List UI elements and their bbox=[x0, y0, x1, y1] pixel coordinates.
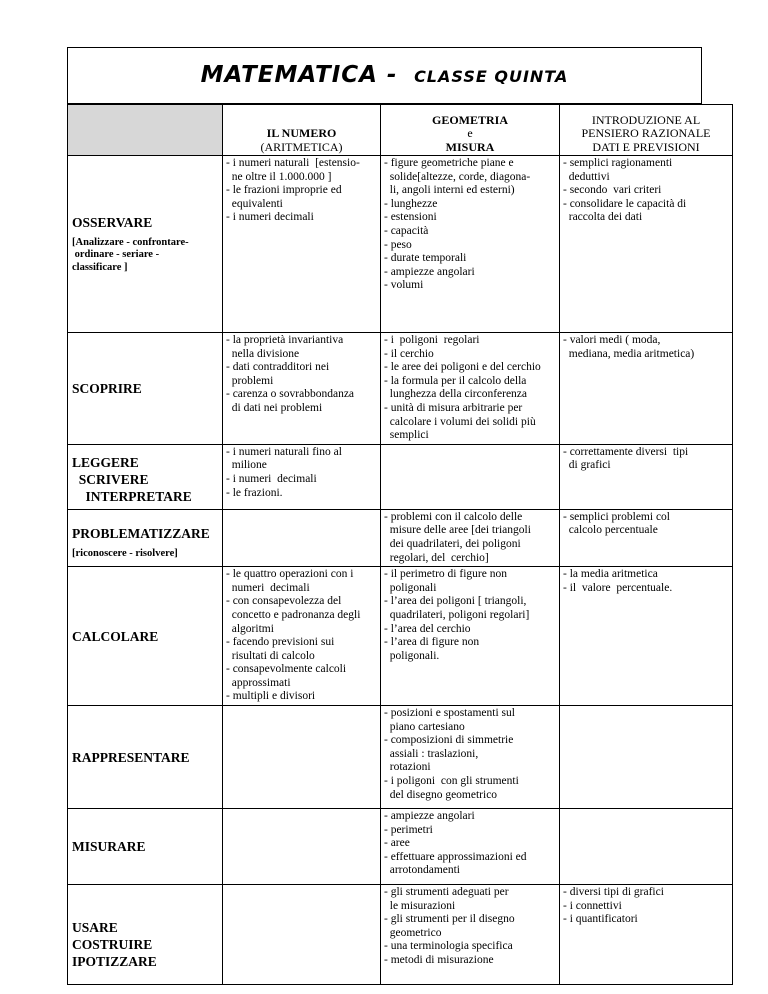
cell-line: - i numeri decimali bbox=[226, 472, 317, 485]
header-geometria bbox=[381, 105, 560, 156]
cell-line: - i numeri decimali bbox=[226, 211, 314, 224]
header-line: INTRODUZIONE AL bbox=[591, 112, 701, 127]
header-dati bbox=[560, 105, 733, 156]
cell-numero bbox=[223, 567, 381, 706]
cell-line: - i numeri naturali [estensio- bbox=[226, 157, 360, 169]
skill-label: OSSERVARE bbox=[72, 214, 153, 230]
table-row bbox=[68, 885, 733, 985]
cell-numero bbox=[223, 706, 381, 809]
cell-lines bbox=[563, 446, 729, 473]
header-line: MISURA bbox=[445, 139, 495, 154]
cell-line: - estensioni bbox=[384, 211, 437, 224]
cell-line: deduttivi bbox=[563, 170, 610, 183]
table-row bbox=[68, 156, 733, 333]
skill-label-cell bbox=[68, 706, 223, 809]
cell-numero bbox=[223, 156, 381, 333]
cell-line: - ampiezze angolari bbox=[384, 265, 475, 278]
cell-line: lunghezza della circonferenza bbox=[384, 388, 528, 401]
skill-label: PROBLEMATIZZARE bbox=[72, 525, 210, 541]
cell-line: le misurazioni bbox=[384, 899, 456, 912]
cell-line: - peso bbox=[384, 238, 412, 251]
cell-line: mediana, media aritmetica) bbox=[563, 347, 695, 360]
cell-line: - con consapevolezza del bbox=[226, 595, 342, 608]
cell-line: - problemi con il calcolo delle bbox=[384, 510, 523, 523]
cell-line: - durate temporali bbox=[384, 252, 467, 265]
cell-line: - la media aritmetica bbox=[563, 568, 658, 581]
skill-label-cell bbox=[68, 567, 223, 706]
cell-line: - aree bbox=[384, 837, 410, 850]
skill-sublabel-line: [Analizzare - confrontare- bbox=[72, 236, 189, 248]
cell-line: - le aree dei poligoni e del cerchio bbox=[384, 361, 541, 374]
cell-dati bbox=[560, 444, 733, 509]
cell-line: milione bbox=[226, 459, 267, 472]
cell-geometria bbox=[381, 156, 560, 333]
cell-geometria bbox=[381, 509, 560, 566]
skill-label: SCRIVERE bbox=[72, 471, 149, 487]
cell-line: - le frazioni improprie ed bbox=[226, 184, 342, 197]
skill-label: COSTRUIRE bbox=[72, 936, 153, 952]
cell-line: - composizioni di simmetrie bbox=[384, 734, 514, 747]
cell-line: - facendo previsioni sui bbox=[226, 636, 335, 649]
cell-line: - i poligoni con gli strumenti bbox=[384, 775, 519, 788]
skill-label-cell bbox=[68, 156, 223, 333]
cell-line: - semplici problemi col bbox=[563, 510, 670, 523]
cell-line: - l’area del cerchio bbox=[384, 622, 471, 635]
cell-lines bbox=[226, 157, 377, 225]
cell-geometria bbox=[381, 567, 560, 706]
header-line: PENSIERO RAZIONALE bbox=[581, 126, 711, 140]
cell-geometria bbox=[381, 444, 560, 509]
cell-line: li, angoli interni ed esterni) bbox=[384, 184, 515, 197]
cell-geometria bbox=[381, 885, 560, 985]
skill-label: RAPPRESENTARE bbox=[72, 749, 190, 765]
skill-label-cell bbox=[68, 333, 223, 445]
cell-line: poligonali. bbox=[384, 649, 440, 662]
cell-lines bbox=[384, 810, 556, 878]
cell-line: - lunghezze bbox=[384, 197, 438, 210]
cell-line: raccolta dei dati bbox=[563, 211, 643, 224]
cell-geometria bbox=[381, 809, 560, 885]
cell-lines bbox=[226, 446, 377, 500]
cell-line: concetto e padronanza degli bbox=[226, 608, 361, 621]
cell-line: - gli strumenti adeguati per bbox=[384, 886, 509, 899]
skill-label: USARE bbox=[72, 919, 118, 935]
header-line: GEOMETRIA bbox=[431, 112, 508, 127]
cell-line: - l’area di figure non bbox=[384, 636, 480, 649]
cell-line: - perimetri bbox=[384, 823, 433, 836]
header-empty bbox=[68, 105, 223, 156]
skill-label: LEGGERE bbox=[72, 454, 139, 470]
skill-sublabel-line: classificare ] bbox=[72, 261, 128, 273]
cell-geometria bbox=[381, 333, 560, 445]
cell-line: risultati di calcolo bbox=[226, 649, 315, 662]
cell-dati bbox=[560, 885, 733, 985]
cell-line: - correttamente diversi tipi bbox=[563, 445, 689, 458]
cell-line: - consapevolmente calcoli bbox=[226, 663, 347, 676]
skill-label: SCOPRIRE bbox=[72, 380, 142, 396]
table-row bbox=[68, 333, 733, 445]
cell-lines bbox=[384, 334, 556, 443]
cell-numero bbox=[223, 333, 381, 445]
table-row bbox=[68, 706, 733, 809]
cell-lines bbox=[384, 157, 556, 293]
skill-sublabel bbox=[72, 548, 219, 561]
cell-line: equivalenti bbox=[226, 197, 283, 210]
table-row bbox=[68, 567, 733, 706]
cell-line: - i poligoni regolari bbox=[384, 334, 480, 346]
cell-line: - capacità bbox=[384, 224, 429, 237]
cell-line: - unità di misura arbitrarie per bbox=[384, 401, 523, 414]
header-row bbox=[68, 105, 733, 156]
cell-line: problemi bbox=[226, 374, 274, 387]
cell-line: - i connettivi bbox=[563, 899, 622, 912]
cell-lines bbox=[226, 568, 377, 704]
cell-line: - secondo vari criteri bbox=[563, 184, 662, 197]
cell-line: algoritmi bbox=[226, 622, 274, 635]
cell-line: - la proprietà invariantiva bbox=[226, 334, 344, 346]
header-line: e bbox=[467, 126, 473, 140]
cell-line: semplici bbox=[384, 429, 429, 442]
cell-dati bbox=[560, 509, 733, 566]
cell-line: - consolidare le capacità di bbox=[563, 197, 687, 210]
title-box bbox=[67, 47, 702, 104]
cell-line: assiali : traslazioni, bbox=[384, 747, 479, 760]
cell-dati bbox=[560, 706, 733, 809]
cell-line: dei quadrilateri, dei poligoni bbox=[384, 537, 521, 550]
cell-line: arrotondamenti bbox=[384, 864, 461, 877]
skill-label-cell bbox=[68, 444, 223, 509]
cell-line: - i quantificatori bbox=[563, 913, 638, 926]
cell-lines bbox=[563, 157, 729, 225]
cell-line: ne oltre il 1.000.000 ] bbox=[226, 170, 332, 183]
skill-sublabel-line: [riconoscere - risolvere] bbox=[72, 547, 178, 559]
cell-numero bbox=[223, 885, 381, 985]
skill-label-cell bbox=[68, 509, 223, 566]
cell-line: - carenza o sovrabbondanza bbox=[226, 388, 355, 401]
skill-label: IPOTIZZARE bbox=[72, 953, 157, 969]
skill-label: MISURARE bbox=[72, 839, 146, 855]
curriculum-table bbox=[67, 104, 733, 985]
header-line: DATI E PREVISIONI bbox=[592, 139, 700, 154]
cell-line: geometrico bbox=[384, 926, 442, 939]
skill-label: CALCOLARE bbox=[72, 628, 159, 644]
cell-line: rotazioni bbox=[384, 761, 431, 774]
cell-line: - la formula per il calcolo della bbox=[384, 374, 527, 387]
cell-line: numeri decimali bbox=[226, 581, 310, 594]
cell-line: solide[altezze, corde, diagona- bbox=[384, 170, 531, 183]
cell-line: - le quattro operazioni con i bbox=[226, 568, 354, 581]
cell-geometria bbox=[381, 706, 560, 809]
cell-dati bbox=[560, 156, 733, 333]
cell-line: - il valore percentuale. bbox=[563, 581, 673, 594]
page-title bbox=[201, 62, 569, 88]
table-body bbox=[68, 156, 733, 985]
skill-sublabel bbox=[72, 237, 219, 275]
cell-line: - il cerchio bbox=[384, 347, 434, 360]
header-line: (ARITMETICA) bbox=[260, 139, 343, 154]
cell-line: di dati nei problemi bbox=[226, 401, 323, 414]
cell-line: - una terminologia specifica bbox=[384, 940, 513, 953]
table-row bbox=[68, 509, 733, 566]
cell-lines bbox=[384, 886, 556, 968]
cell-line: - gli strumenti per il disegno bbox=[384, 913, 515, 926]
cell-line: approssimati bbox=[226, 676, 291, 689]
table-row bbox=[68, 809, 733, 885]
cell-lines bbox=[563, 334, 729, 361]
title-main: MATEMATICA - bbox=[200, 62, 398, 88]
header-numero bbox=[223, 105, 381, 156]
cell-lines bbox=[563, 511, 729, 538]
cell-line: - le frazioni. bbox=[226, 486, 283, 499]
header-line: IL NUMERO bbox=[266, 126, 337, 140]
cell-line: poligonali bbox=[384, 581, 437, 594]
cell-dati bbox=[560, 567, 733, 706]
cell-line: - i numeri naturali fino al bbox=[226, 445, 342, 458]
cell-dati bbox=[560, 333, 733, 445]
skill-label-cell bbox=[68, 885, 223, 985]
cell-line: - il perimetro di figure non bbox=[384, 568, 507, 581]
cell-line: - dati contradditori nei bbox=[226, 361, 330, 374]
cell-line: - figure geometriche piane e bbox=[384, 157, 514, 169]
cell-lines bbox=[384, 568, 556, 663]
cell-line: - ampiezze angolari bbox=[384, 810, 475, 823]
cell-line: nella divisione bbox=[226, 347, 300, 360]
cell-line: - volumi bbox=[384, 279, 424, 292]
skill-label: INTERPRETARE bbox=[72, 488, 192, 504]
cell-lines bbox=[384, 707, 556, 802]
cell-line: piano cartesiano bbox=[384, 720, 465, 733]
cell-lines bbox=[384, 511, 556, 565]
cell-line: - metodi di misurazione bbox=[384, 954, 494, 967]
cell-line: - effettuare approssimazioni ed bbox=[384, 850, 527, 863]
skill-sublabel-line: ordinare - seriare - bbox=[72, 249, 160, 261]
cell-numero bbox=[223, 509, 381, 566]
cell-line: - diversi tipi di grafici bbox=[563, 886, 664, 899]
cell-lines bbox=[226, 334, 377, 416]
cell-dati bbox=[560, 809, 733, 885]
cell-line: - valori medi ( moda, bbox=[563, 334, 661, 346]
cell-lines bbox=[563, 886, 729, 927]
cell-line: - l’area dei poligoni [ triangoli, bbox=[384, 595, 527, 608]
cell-line: calcolare i volumi dei solidi più bbox=[384, 415, 536, 428]
cell-line: - semplici ragionamenti bbox=[563, 157, 673, 169]
cell-lines bbox=[563, 568, 729, 595]
cell-numero bbox=[223, 809, 381, 885]
skill-label-cell bbox=[68, 809, 223, 885]
table-row bbox=[68, 444, 733, 509]
cell-line: - multipli e divisori bbox=[226, 690, 316, 703]
cell-line: quadrilateri, poligoni regolari] bbox=[384, 608, 530, 621]
cell-line: - posizioni e spostamenti sul bbox=[384, 707, 515, 720]
title-sub: CLASSE QUINTA bbox=[414, 67, 569, 86]
cell-line: regolari, del cerchio] bbox=[384, 551, 489, 564]
cell-line: di grafici bbox=[563, 459, 611, 472]
cell-line: calcolo percentuale bbox=[563, 524, 658, 537]
cell-line: misure delle aree [dei triangoli bbox=[384, 524, 531, 537]
cell-line: del disegno geometrico bbox=[384, 788, 498, 801]
cell-numero bbox=[223, 444, 381, 509]
